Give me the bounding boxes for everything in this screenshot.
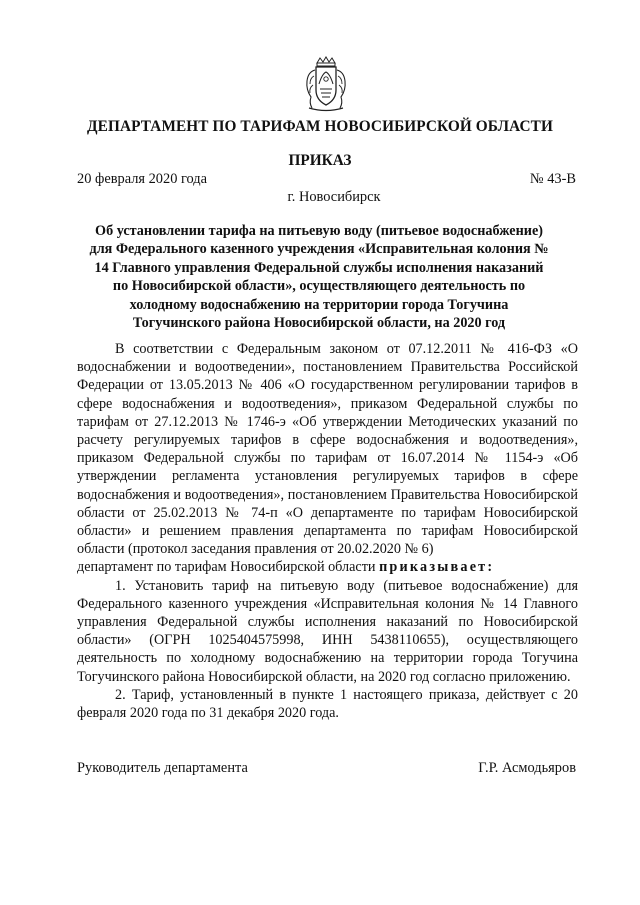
order-title: ПРИКАЗ [288,152,352,169]
order-number: № 43-В [529,171,576,187]
order-subject: Об установлении тарифа на питьевую воду (питьевое водоснабжение) для Федерального казенного учреждения «Исправительная колония № 14 Главного управления Федеральной службы исполнения наказаний по Новосибирской области», осуществляющего деятельность по холодному водоснабжению на территории города Тогучина Тогучинского района Новосибирской области, на 2020 год [89,223,549,332]
order-body [77,340,578,722]
order-item-2: 2. Тариф, установленный в пункте 1 настоящего приказа, действует с 20 февраля 2020 года по 31 декабря 2020 года. [77,686,578,722]
coat-of-arms-icon [303,56,349,114]
orders-lead: департамент по тарифам Новосибирской области [77,559,380,576]
orders-word: приказывает: [379,559,495,576]
order-city: г. Новосибирск [287,189,381,205]
department-title: ДЕПАРТАМЕНТ ПО ТАРИФАМ НОВОСИБИРСКОЙ ОБЛАСТИ [87,118,553,135]
preamble-paragraph: В соответствии с Федеральным законом от 07.12.2011 № 416-ФЗ «О водоснабжении и водоотведении», постановлением Правительства Российской Федерации от 13.05.2013 № 406 «О государственном регулировании тарифов в сфере водоснабжения и водоотведения», приказом Федеральной службы по тарифам от 27.12.2013 № 1746-э «Об утверждении Методических указаний по расчету регулируемых тарифов в сфере водоснабжения и водоотведения», приказом Федеральной службы по тарифам от 16.07.2014 № 1154-э «Об утверждении регламента установления регулируемых тарифов в сфере водоснабжения и водоотведения», постановлением Правительства Новосибирской области от 25.02.2013 № 74-п «О департаменте по тарифам Новосибирской области» и решением правления департамента по тарифам Новосибирской области (протокол заседания правления от 20.02.2020 № 6) [77,341,578,558]
signatory-role: Руководитель департамента [77,760,248,776]
order-date: 20 февраля 2020 года [77,171,208,187]
order-item-1: 1. Установить тариф на питьевую воду (питьевое водоснабжение) для Федерального казенного учреждения «Исправительная колония № 14 Главного управления Федеральной службы исполнения наказаний по Новосибирской области» (ОГРН 1025404575998, ИНН 5438110655), осуществляющего деятельность по холодному водоснабжению на территории города Тогучина Тогучинского района Новосибирской области, на 2020 год согласно приложению. [77,577,578,685]
orders-line [77,558,578,576]
signatory-name: Г.Р. Асмодьяров [478,760,576,776]
